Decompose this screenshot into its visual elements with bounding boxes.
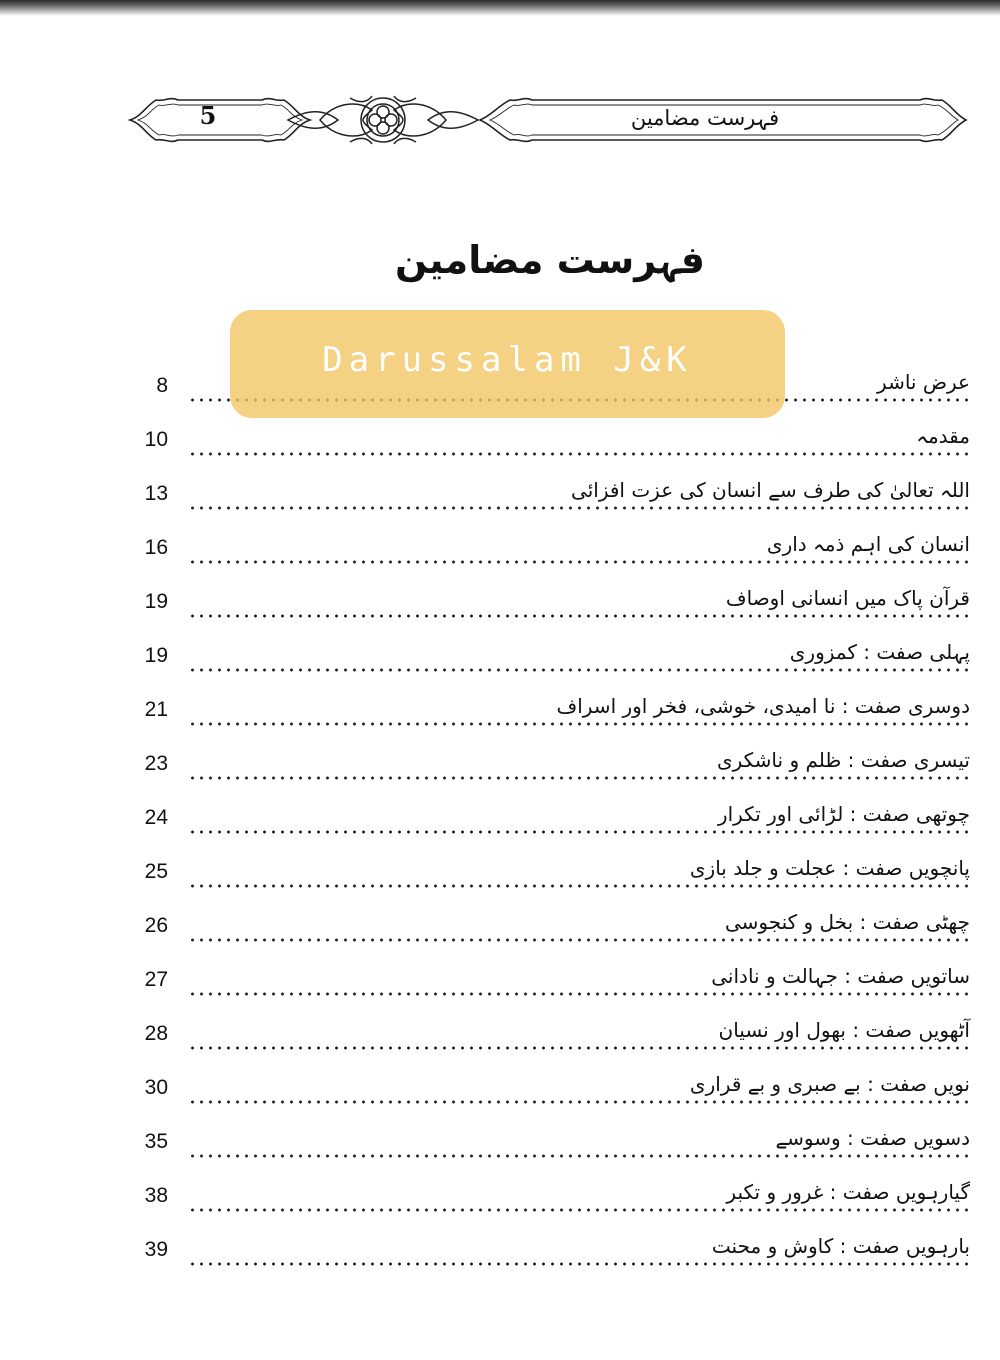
toc-title: چوتھی صفت : لڑائی اور تکرار bbox=[706, 802, 970, 826]
toc-title: دسویں صفت : وسوسے bbox=[763, 1126, 970, 1150]
dot-leader bbox=[188, 1208, 970, 1212]
toc-page-number: 13 bbox=[144, 482, 168, 505]
running-head: فہرست مضامین bbox=[630, 106, 780, 130]
dot-leader bbox=[188, 1100, 970, 1104]
toc-row bbox=[120, 530, 970, 570]
toc-page-number: 25 bbox=[144, 860, 168, 883]
toc-row bbox=[120, 638, 970, 678]
toc-row bbox=[120, 854, 970, 894]
toc-row bbox=[120, 908, 970, 948]
toc-row bbox=[120, 1178, 970, 1218]
toc-row bbox=[120, 962, 970, 1002]
dot-leader bbox=[188, 1046, 970, 1050]
dot-leader bbox=[188, 830, 970, 834]
page-title: فہرست مضامین bbox=[394, 238, 706, 282]
toc-row bbox=[120, 476, 970, 516]
toc-row bbox=[120, 800, 970, 840]
toc-row bbox=[120, 584, 970, 624]
toc-page-number: 30 bbox=[144, 1076, 168, 1099]
toc-title: انسان کی اہم ذمہ داری bbox=[755, 532, 970, 556]
toc-page-number: 39 bbox=[144, 1238, 168, 1261]
toc-page-number: 10 bbox=[144, 428, 168, 451]
toc-row bbox=[120, 1070, 970, 1110]
toc-row bbox=[120, 1124, 970, 1164]
dot-leader bbox=[188, 776, 970, 780]
dot-leader bbox=[188, 722, 970, 726]
toc-page-number: 19 bbox=[144, 590, 168, 613]
toc-page-number: 27 bbox=[144, 968, 168, 991]
dot-leader bbox=[188, 614, 970, 618]
toc-title: قرآن پاک میں انسانی اوصاف bbox=[714, 586, 970, 610]
dot-leader bbox=[188, 938, 970, 942]
page-number: 5 bbox=[199, 101, 217, 130]
dot-leader bbox=[188, 668, 970, 672]
dot-leader bbox=[188, 1154, 970, 1158]
toc-page-number: 19 bbox=[144, 644, 168, 667]
toc-page-number: 16 bbox=[144, 536, 168, 559]
toc-page-number: 28 bbox=[144, 1022, 168, 1045]
toc-page-number: 8 bbox=[156, 374, 168, 397]
dot-leader bbox=[188, 452, 970, 456]
toc-title: ساتویں صفت : جہالت و نادانی bbox=[699, 964, 970, 988]
toc-title: عرض ناشر bbox=[865, 370, 970, 394]
toc-title: پانچویں صفت : عجلت و جلد بازی bbox=[678, 856, 970, 880]
dot-leader bbox=[188, 560, 970, 564]
toc-page-number: 35 bbox=[144, 1130, 168, 1153]
toc-row bbox=[120, 1016, 970, 1056]
toc-page-number: 21 bbox=[144, 698, 168, 721]
toc-title: تیسری صفت : ظلم و ناشکری bbox=[705, 748, 970, 772]
toc-title: بارہویں صفت : کاوش و محنت bbox=[700, 1234, 970, 1258]
dot-leader bbox=[188, 506, 970, 510]
toc-page-number: 26 bbox=[144, 914, 168, 937]
toc-title: پہلی صفت : کمزوری bbox=[778, 640, 970, 664]
dot-leader bbox=[188, 1262, 970, 1266]
toc-title: آٹھویں صفت : بھول اور نسیان bbox=[707, 1018, 970, 1042]
toc-page-number: 23 bbox=[144, 752, 168, 775]
toc-title: گیارہویں صفت : غرور و تکبر bbox=[714, 1180, 970, 1204]
watermark-text: Darussalam J&K bbox=[322, 340, 693, 380]
toc-title: مقدمہ bbox=[904, 424, 970, 448]
watermark-badge bbox=[230, 310, 785, 418]
toc-page-number: 38 bbox=[144, 1184, 168, 1207]
toc-title: چھٹی صفت : بخل و کنجوسی bbox=[713, 910, 970, 934]
dot-leader bbox=[188, 992, 970, 996]
toc-title: نویں صفت : بے صبری و بے قراری bbox=[678, 1072, 970, 1096]
toc-row bbox=[120, 746, 970, 786]
toc-row bbox=[120, 422, 970, 462]
toc-row bbox=[120, 692, 970, 732]
dot-leader bbox=[188, 884, 970, 888]
toc-page-number: 24 bbox=[144, 806, 168, 829]
toc-row bbox=[120, 1232, 970, 1272]
toc-title: دوسری صفت : نا امیدی، خوشی، فخر اور اسراف bbox=[544, 694, 970, 718]
toc-title: اللہ تعالیٰ کی طرف سے انسان کی عزت افزائی bbox=[559, 478, 970, 502]
